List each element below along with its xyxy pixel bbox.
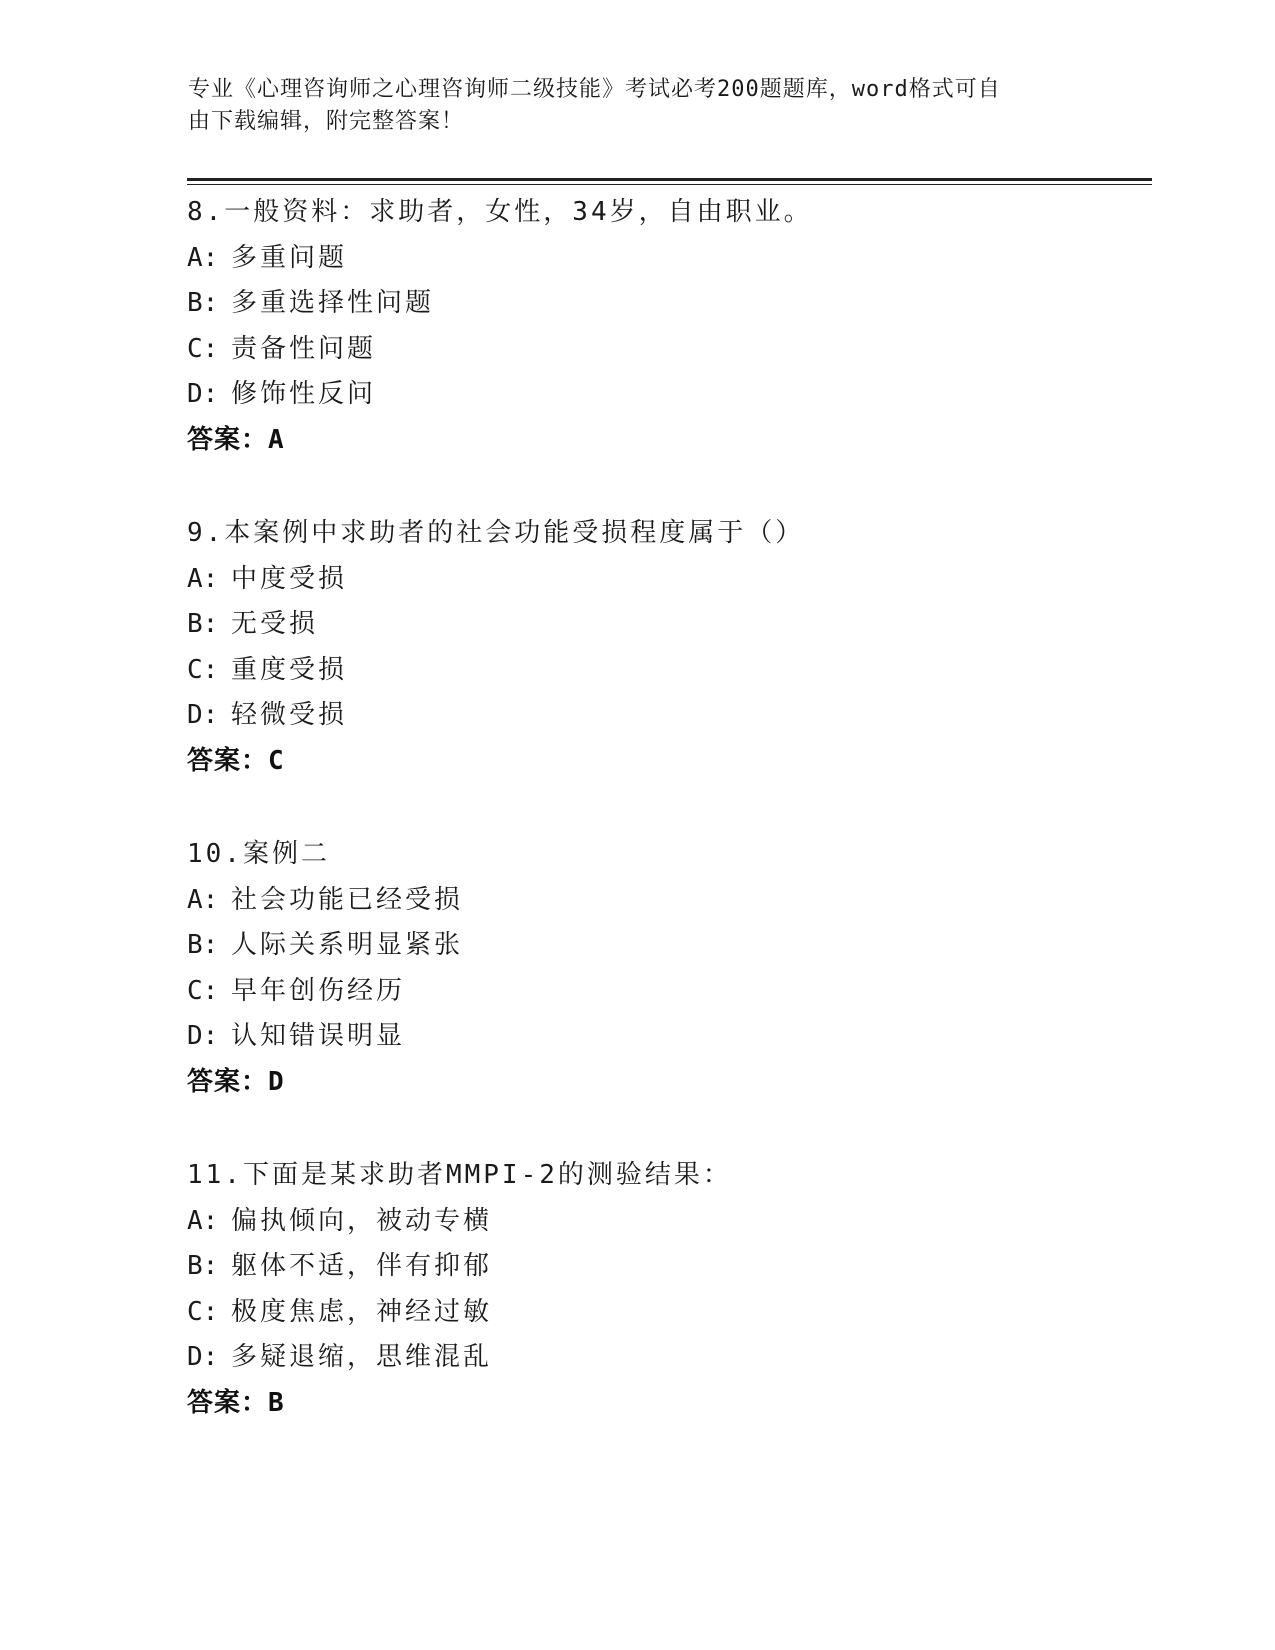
option-text: 无受损 <box>231 609 319 639</box>
option-d <box>187 372 1152 418</box>
option-letter: A: <box>187 1205 219 1236</box>
option-letter: A: <box>187 242 219 273</box>
option-d <box>187 693 1152 739</box>
option-c <box>187 327 1152 373</box>
option-text: 偏执倾向，被动专横 <box>231 1205 493 1236</box>
option-letter: C: <box>187 654 219 685</box>
option-a <box>187 1199 1152 1245</box>
question-stem: 8.一般资料：求助者，女性，34岁，自由职业。 <box>187 197 813 227</box>
option-b <box>187 281 1152 327</box>
option-text: 多疑退缩，思维混乱 <box>231 1342 493 1372</box>
option-c <box>187 969 1152 1015</box>
header-rule-thick <box>187 178 1152 181</box>
option-letter: C: <box>187 1296 219 1327</box>
question-list <box>187 190 1152 1474</box>
option-c <box>187 1290 1152 1336</box>
question-stem: 11.下面是某求助者MMPI-2的测验结果： <box>187 1160 732 1190</box>
option-b <box>187 1244 1152 1290</box>
option-text: 多重选择性问题 <box>231 288 435 318</box>
option-letter: D: <box>187 1342 219 1372</box>
question-9 <box>187 511 1152 784</box>
option-text: 中度受损 <box>231 563 348 594</box>
option-text: 重度受损 <box>231 654 348 685</box>
option-letter: D: <box>187 1021 219 1051</box>
question-stem: 10.案例二 <box>187 839 330 869</box>
option-letter: B: <box>187 930 219 960</box>
answer-line: 答案：B <box>187 1387 285 1418</box>
option-letter: B: <box>187 1251 219 1281</box>
option-text: 责备性问题 <box>231 333 377 364</box>
option-c <box>187 648 1152 694</box>
answer-line: 答案：A <box>187 424 285 455</box>
option-text: 认知错误明显 <box>231 1021 406 1051</box>
document-header <box>188 74 1068 138</box>
option-d <box>187 1014 1152 1060</box>
option-letter: D: <box>187 700 219 730</box>
option-text: 多重问题 <box>231 242 348 273</box>
option-a <box>187 557 1152 603</box>
option-letter: A: <box>187 884 219 915</box>
option-letter: D: <box>187 379 219 409</box>
option-text: 早年创伤经历 <box>231 975 406 1006</box>
option-b <box>187 923 1152 969</box>
option-letter: C: <box>187 333 219 364</box>
option-b <box>187 602 1152 648</box>
question-stem: 9.本案例中求助者的社会功能受损程度属于（） <box>187 518 805 548</box>
option-a <box>187 878 1152 924</box>
option-text: 轻微受损 <box>231 700 348 730</box>
option-text: 社会功能已经受损 <box>231 884 464 915</box>
option-a <box>187 236 1152 282</box>
question-8 <box>187 190 1152 463</box>
answer-line: 答案：D <box>187 1066 285 1097</box>
option-letter: B: <box>187 609 219 639</box>
question-11 <box>187 1153 1152 1426</box>
option-text: 躯体不适，伴有抑郁 <box>231 1251 493 1281</box>
answer-line: 答案：C <box>187 745 285 776</box>
option-d <box>187 1335 1152 1381</box>
option-letter: B: <box>187 288 219 318</box>
option-text: 修饰性反问 <box>231 379 377 409</box>
option-letter: C: <box>187 975 219 1006</box>
header-line-2: 由下载编辑，附完整答案！ <box>188 109 465 134</box>
option-letter: A: <box>187 563 219 594</box>
header-rule-thin <box>187 184 1152 185</box>
option-text: 极度焦虑，神经过敏 <box>231 1296 493 1327</box>
question-10 <box>187 832 1152 1105</box>
option-text: 人际关系明显紧张 <box>231 930 464 960</box>
header-line-1: 专业《心理咨询师之心理咨询师二级技能》考试必考200题题库，word格式可自 <box>188 77 1001 102</box>
